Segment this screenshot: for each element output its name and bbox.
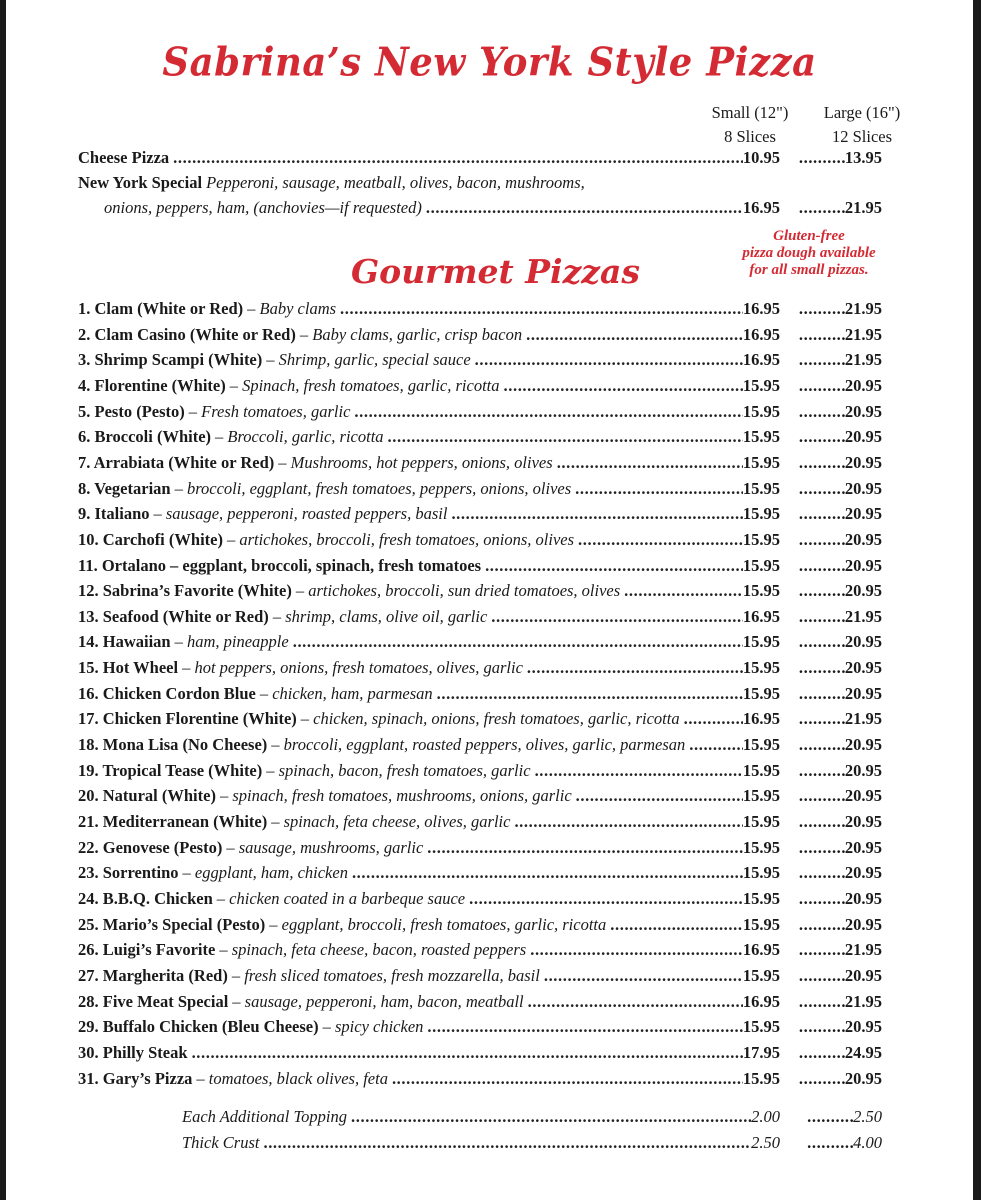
dot-leader xyxy=(427,1014,742,1040)
price-small: 15.95 xyxy=(742,812,780,831)
item-name: 9. Italiano xyxy=(78,504,150,524)
dot-leader xyxy=(173,145,743,171)
price-large: 20.95 xyxy=(844,375,882,395)
item-description: – Baby clams xyxy=(247,299,337,318)
dot-leader xyxy=(799,809,845,835)
item-description: – eggplant, broccoli, fresh tomatoes, garlic, ricotta xyxy=(269,914,607,934)
dot-leader xyxy=(799,145,845,171)
item-description: – Broccoli, garlic, ricotta xyxy=(215,427,384,447)
price-large: 21.95 xyxy=(844,299,882,318)
item-description: – chicken, ham, parmesan xyxy=(259,683,433,703)
price-small: 10.95 xyxy=(742,148,780,167)
item-description: – eggplant, ham, chicken xyxy=(182,863,348,883)
menu-item xyxy=(78,450,882,476)
dot-leader xyxy=(799,450,845,476)
dot-leader xyxy=(263,1130,751,1156)
price-large: 20.95 xyxy=(844,760,882,780)
item-description: – sausage, mushrooms, garlic xyxy=(226,837,424,857)
menu-item xyxy=(78,809,882,835)
item-description: Pepperoni, sausage, meatball, olives, bacon, mushrooms, xyxy=(206,173,585,192)
menu-item xyxy=(78,578,882,604)
price-large: 21.95 xyxy=(844,324,882,344)
item-name: 23. Sorrentino xyxy=(78,863,179,883)
dot-leader xyxy=(799,527,845,553)
item-name: 30. Philly Steak xyxy=(78,1042,188,1062)
item-name: 6. Broccoli (White) xyxy=(78,427,212,447)
dot-leader xyxy=(799,322,845,348)
price-small: 15.95 xyxy=(742,914,780,934)
menu-item xyxy=(78,1014,882,1040)
size-large-label: Large (16") xyxy=(823,103,901,122)
dot-leader xyxy=(192,1040,743,1066)
dot-leader xyxy=(530,937,743,963)
price-small: 15.95 xyxy=(742,863,780,883)
price-small: 2.50 xyxy=(751,1132,780,1152)
dot-leader xyxy=(578,527,743,553)
dot-leader xyxy=(526,322,743,348)
price-large: 20.95 xyxy=(844,427,882,447)
dot-leader xyxy=(624,578,743,604)
menu-item xyxy=(78,783,882,809)
gluten-free-note xyxy=(714,228,904,279)
dot-leader xyxy=(799,629,845,655)
dot-leader xyxy=(557,450,743,476)
menu-item xyxy=(78,553,882,579)
item-description: – spinach, bacon, fresh tomatoes, garlic xyxy=(266,760,531,780)
price-small: 15.95 xyxy=(742,555,780,575)
dot-leader xyxy=(799,476,845,502)
price-small: 15.95 xyxy=(742,478,780,498)
item-name: 1. Clam (White or Red) xyxy=(78,299,244,318)
menu-item-new-york-special xyxy=(78,170,882,196)
size-header-small xyxy=(706,101,794,149)
menu-item xyxy=(78,476,882,502)
price-large: 20.95 xyxy=(844,683,882,703)
dot-leader xyxy=(799,655,845,681)
dot-leader xyxy=(799,989,845,1015)
price-large: 20.95 xyxy=(844,786,882,806)
price-large: 20.95 xyxy=(844,965,882,985)
price-large: 20.95 xyxy=(844,401,882,421)
item-description-cont: onions, peppers, ham, (anchovies—if requested) xyxy=(104,198,422,217)
dot-leader xyxy=(535,758,743,784)
price-large: 20.95 xyxy=(844,888,882,908)
dot-leader xyxy=(388,424,743,450)
price-small: 15.95 xyxy=(742,683,780,703)
menu-item xyxy=(78,886,882,912)
menu-item xyxy=(78,501,882,527)
price-small: 15.95 xyxy=(742,760,780,780)
price-small: 15.95 xyxy=(742,658,780,678)
item-name: 31. Gary’s Pizza xyxy=(78,1068,193,1088)
menu-item xyxy=(78,527,882,553)
item-name: 28. Five Meat Special xyxy=(78,991,229,1011)
item-name: 11. Ortalano xyxy=(78,555,167,575)
item-name: Each Additional Topping xyxy=(182,1107,348,1126)
price-large: 20.95 xyxy=(844,529,882,549)
price-large: 20.95 xyxy=(844,1068,882,1088)
item-description: – hot peppers, onions, fresh tomatoes, olives, garlic xyxy=(182,658,523,678)
price-small: 15.95 xyxy=(742,1068,780,1088)
item-name: 16. Chicken Cordon Blue xyxy=(78,683,256,703)
item-name: 13. Seafood (White or Red) xyxy=(78,606,269,626)
item-description: – Mushrooms, hot peppers, onions, olives xyxy=(278,452,553,472)
item-description: – fresh sliced tomatoes, fresh mozzarella, basil xyxy=(231,965,540,985)
item-name: 18. Mona Lisa (No Cheese) xyxy=(78,735,268,755)
item-name: Cheese Pizza xyxy=(78,148,170,167)
price-large: 20.95 xyxy=(844,504,882,524)
menu-item xyxy=(78,399,882,425)
dot-leader xyxy=(392,1066,743,1092)
price-large: 21.95 xyxy=(844,991,882,1011)
price-large: 13.95 xyxy=(844,148,882,167)
dot-leader xyxy=(799,1014,845,1040)
dot-leader xyxy=(426,195,743,221)
price-large: 20.95 xyxy=(844,581,882,601)
price-small: 15.95 xyxy=(742,888,780,908)
price-large: 21.95 xyxy=(844,198,882,217)
price-large: 20.95 xyxy=(844,632,882,652)
price-small: 2.00 xyxy=(751,1107,780,1126)
item-name: 7. Arrabiata (White or Red) xyxy=(78,452,275,472)
dot-leader xyxy=(475,347,743,373)
price-large: 21.95 xyxy=(844,709,882,729)
item-name: 25. Mario’s Special (Pesto) xyxy=(78,914,266,934)
item-description: – broccoli, eggplant, roasted peppers, olives, garlic, parmesan xyxy=(271,735,686,755)
price-small: 15.95 xyxy=(742,1017,780,1037)
dot-leader xyxy=(799,296,845,322)
dot-leader xyxy=(799,578,845,604)
dot-leader xyxy=(799,860,845,886)
dot-leader xyxy=(485,553,743,579)
dot-leader xyxy=(799,604,845,630)
dot-leader xyxy=(491,604,743,630)
dot-leader xyxy=(504,373,743,399)
price-small: 15.95 xyxy=(742,581,780,601)
price-small: 15.95 xyxy=(742,632,780,652)
item-name: 21. Mediterranean (White) xyxy=(78,812,268,831)
size-small-label: Small (12") xyxy=(711,103,789,122)
menu-item xyxy=(78,424,882,450)
dot-leader xyxy=(437,681,743,707)
price-small: 16.95 xyxy=(742,991,780,1011)
price-small: 15.95 xyxy=(742,452,780,472)
dot-leader xyxy=(799,553,845,579)
menu-item xyxy=(78,1040,882,1066)
item-description: – spinach, feta cheese, bacon, roasted peppers xyxy=(219,940,527,960)
item-name: 19. Tropical Tease (White) xyxy=(78,760,263,780)
item-description: – artichokes, broccoli, sun dried tomatoes, olives xyxy=(295,581,621,601)
price-large: 20.95 xyxy=(844,914,882,934)
price-large: 20.95 xyxy=(844,837,882,857)
item-name: 14. Hawaiian xyxy=(78,632,171,652)
menu-item xyxy=(78,373,882,399)
menu-item xyxy=(78,758,882,784)
item-description: – spicy chicken xyxy=(322,1017,424,1037)
menu-item xyxy=(78,706,882,732)
price-small: 16.95 xyxy=(742,299,780,318)
dot-leader xyxy=(610,912,743,938)
dot-leader xyxy=(351,1104,751,1130)
price-large: 4.00 xyxy=(853,1132,882,1152)
dot-leader xyxy=(544,963,743,989)
menu-item xyxy=(78,732,882,758)
dot-leader xyxy=(340,296,743,322)
item-name: 20. Natural (White) xyxy=(78,786,216,806)
menu-item xyxy=(78,989,882,1015)
menu-item xyxy=(78,655,882,681)
dot-leader xyxy=(576,783,743,809)
dot-leader xyxy=(799,373,845,399)
gluten-free-line: for all small pizzas. xyxy=(749,262,869,278)
item-name: 4. Florentine (White) xyxy=(78,375,226,395)
price-large: 21.95 xyxy=(844,940,882,960)
dot-leader xyxy=(469,886,743,912)
dot-leader xyxy=(352,860,743,886)
item-name: Thick Crust xyxy=(182,1132,260,1152)
price-small: 15.95 xyxy=(742,965,780,985)
item-description: – chicken coated in a barbeque sauce xyxy=(216,888,466,908)
item-name: 29. Buffalo Chicken (Bleu Cheese) xyxy=(78,1017,319,1037)
menu-item xyxy=(78,629,882,655)
menu-item xyxy=(78,681,882,707)
price-large: 20.95 xyxy=(844,452,882,472)
item-description: – eggplant, broccoli, spinach, fresh tomatoes xyxy=(170,555,482,575)
dot-leader xyxy=(799,886,845,912)
dot-leader xyxy=(451,501,742,527)
dot-leader xyxy=(799,399,845,425)
dot-leader xyxy=(689,732,743,758)
dot-leader xyxy=(799,195,845,221)
dot-leader xyxy=(799,758,845,784)
dot-leader xyxy=(527,655,743,681)
price-large: 20.95 xyxy=(844,812,882,831)
menu-item xyxy=(78,835,882,861)
item-name: 26. Luigi’s Favorite xyxy=(78,940,216,960)
item-name: 15. Hot Wheel xyxy=(78,658,179,678)
dot-leader xyxy=(799,1040,845,1066)
menu-item-cheese-pizza xyxy=(78,145,882,171)
price-large: 21.95 xyxy=(844,606,882,626)
dot-leader xyxy=(575,476,743,502)
menu-item xyxy=(78,1066,882,1092)
price-small: 16.95 xyxy=(742,606,780,626)
item-name: 17. Chicken Florentine (White) xyxy=(78,709,297,729)
size-header-large xyxy=(806,101,918,149)
item-description: – Spinach, fresh tomatoes, garlic, ricotta xyxy=(229,375,500,395)
menu-item xyxy=(182,1130,882,1156)
item-name: 2. Clam Casino (White or Red) xyxy=(78,324,296,344)
item-name: 24. B.B.Q. Chicken xyxy=(78,888,213,908)
dot-leader xyxy=(799,732,845,758)
price-small: 15.95 xyxy=(742,401,780,421)
dot-leader xyxy=(799,783,845,809)
gourmet-heading: Gourmet Pizzas xyxy=(351,252,641,291)
price-small: 16.95 xyxy=(742,198,780,217)
item-description: – tomatoes, black olives, feta xyxy=(196,1068,388,1088)
item-name: 27. Margherita (Red) xyxy=(78,965,228,985)
item-description: – Baby clams, garlic, crisp bacon xyxy=(299,324,523,344)
gluten-free-line: Gluten-free xyxy=(773,228,845,244)
menu-item xyxy=(78,912,882,938)
dot-leader xyxy=(799,963,845,989)
price-large: 20.95 xyxy=(844,1017,882,1037)
dot-leader xyxy=(807,1104,853,1130)
menu-item xyxy=(78,963,882,989)
price-small: 15.95 xyxy=(742,504,780,524)
dot-leader xyxy=(799,1066,845,1092)
item-description: – sausage, pepperoni, ham, bacon, meatball xyxy=(232,991,524,1011)
item-description: – broccoli, eggplant, fresh tomatoes, peppers, onions, olives xyxy=(174,478,572,498)
item-name: 8. Vegetarian xyxy=(78,478,171,498)
item-name: 22. Genovese (Pesto) xyxy=(78,837,223,857)
menu-item xyxy=(182,1104,882,1130)
item-name: 12. Sabrina’s Favorite (White) xyxy=(78,581,292,601)
price-small: 16.95 xyxy=(742,350,780,370)
price-small: 15.95 xyxy=(742,375,780,395)
dot-leader xyxy=(427,835,743,861)
menu-page xyxy=(6,0,973,1200)
item-name: 5. Pesto (Pesto) xyxy=(78,401,185,421)
menu-item-new-york-special-cont xyxy=(104,195,882,221)
dot-leader xyxy=(799,937,845,963)
menu-item xyxy=(78,347,882,373)
size-small-slices: 8 Slices xyxy=(724,127,776,146)
dot-leader xyxy=(799,424,845,450)
gluten-free-line: pizza dough available xyxy=(742,245,876,261)
price-small: 15.95 xyxy=(742,427,780,447)
dot-leader xyxy=(807,1130,853,1156)
price-small: 16.95 xyxy=(742,709,780,729)
menu-item xyxy=(78,860,882,886)
price-large: 20.95 xyxy=(844,735,882,755)
menu-item xyxy=(78,937,882,963)
dot-leader xyxy=(799,681,845,707)
price-small: 17.95 xyxy=(742,1042,780,1062)
item-name: New York Special xyxy=(78,173,203,192)
price-large: 20.95 xyxy=(844,658,882,678)
item-name: 3. Shrimp Scampi (White) xyxy=(78,350,263,370)
dot-leader xyxy=(799,912,845,938)
price-small: 15.95 xyxy=(742,786,780,806)
item-description: – Fresh tomatoes, garlic xyxy=(188,401,351,421)
item-description: – spinach, fresh tomatoes, mushrooms, onions, garlic xyxy=(219,786,572,806)
dot-leader xyxy=(528,989,743,1015)
item-description: – chicken, spinach, onions, fresh tomatoes, garlic, ricotta xyxy=(300,709,680,729)
item-description: – sausage, pepperoni, roasted peppers, basil xyxy=(153,504,448,524)
dot-leader xyxy=(799,835,845,861)
price-small: 16.95 xyxy=(742,324,780,344)
price-large: 20.95 xyxy=(844,478,882,498)
price-large: 2.50 xyxy=(853,1107,882,1126)
price-small: 15.95 xyxy=(742,529,780,549)
price-large: 20.95 xyxy=(844,863,882,883)
size-large-slices: 12 Slices xyxy=(831,127,893,146)
item-description: – shrimp, clams, olive oil, garlic xyxy=(272,606,488,626)
menu-item xyxy=(78,322,882,348)
item-name: 10. Carchofi (White) xyxy=(78,529,223,549)
item-description: – Shrimp, garlic, special sauce xyxy=(266,350,471,370)
item-description: – ham, pineapple xyxy=(174,632,289,652)
price-small: 15.95 xyxy=(742,837,780,857)
menu-title: Sabrina’s New York Style Pizza xyxy=(162,38,817,86)
price-small: 15.95 xyxy=(742,735,780,755)
price-large: 20.95 xyxy=(844,555,882,575)
price-small: 16.95 xyxy=(742,940,780,960)
menu-item xyxy=(78,604,882,630)
menu-item xyxy=(78,296,882,322)
price-large: 24.95 xyxy=(844,1042,882,1062)
dot-leader xyxy=(514,809,742,835)
price-large: 21.95 xyxy=(844,350,882,370)
item-description: – artichokes, broccoli, fresh tomatoes, onions, olives xyxy=(226,529,575,549)
dot-leader xyxy=(684,706,743,732)
dot-leader xyxy=(354,399,742,425)
dot-leader xyxy=(799,501,845,527)
dot-leader xyxy=(293,629,743,655)
item-description: – spinach, feta cheese, olives, garlic xyxy=(271,812,511,831)
dot-leader xyxy=(799,347,845,373)
dot-leader xyxy=(799,706,845,732)
